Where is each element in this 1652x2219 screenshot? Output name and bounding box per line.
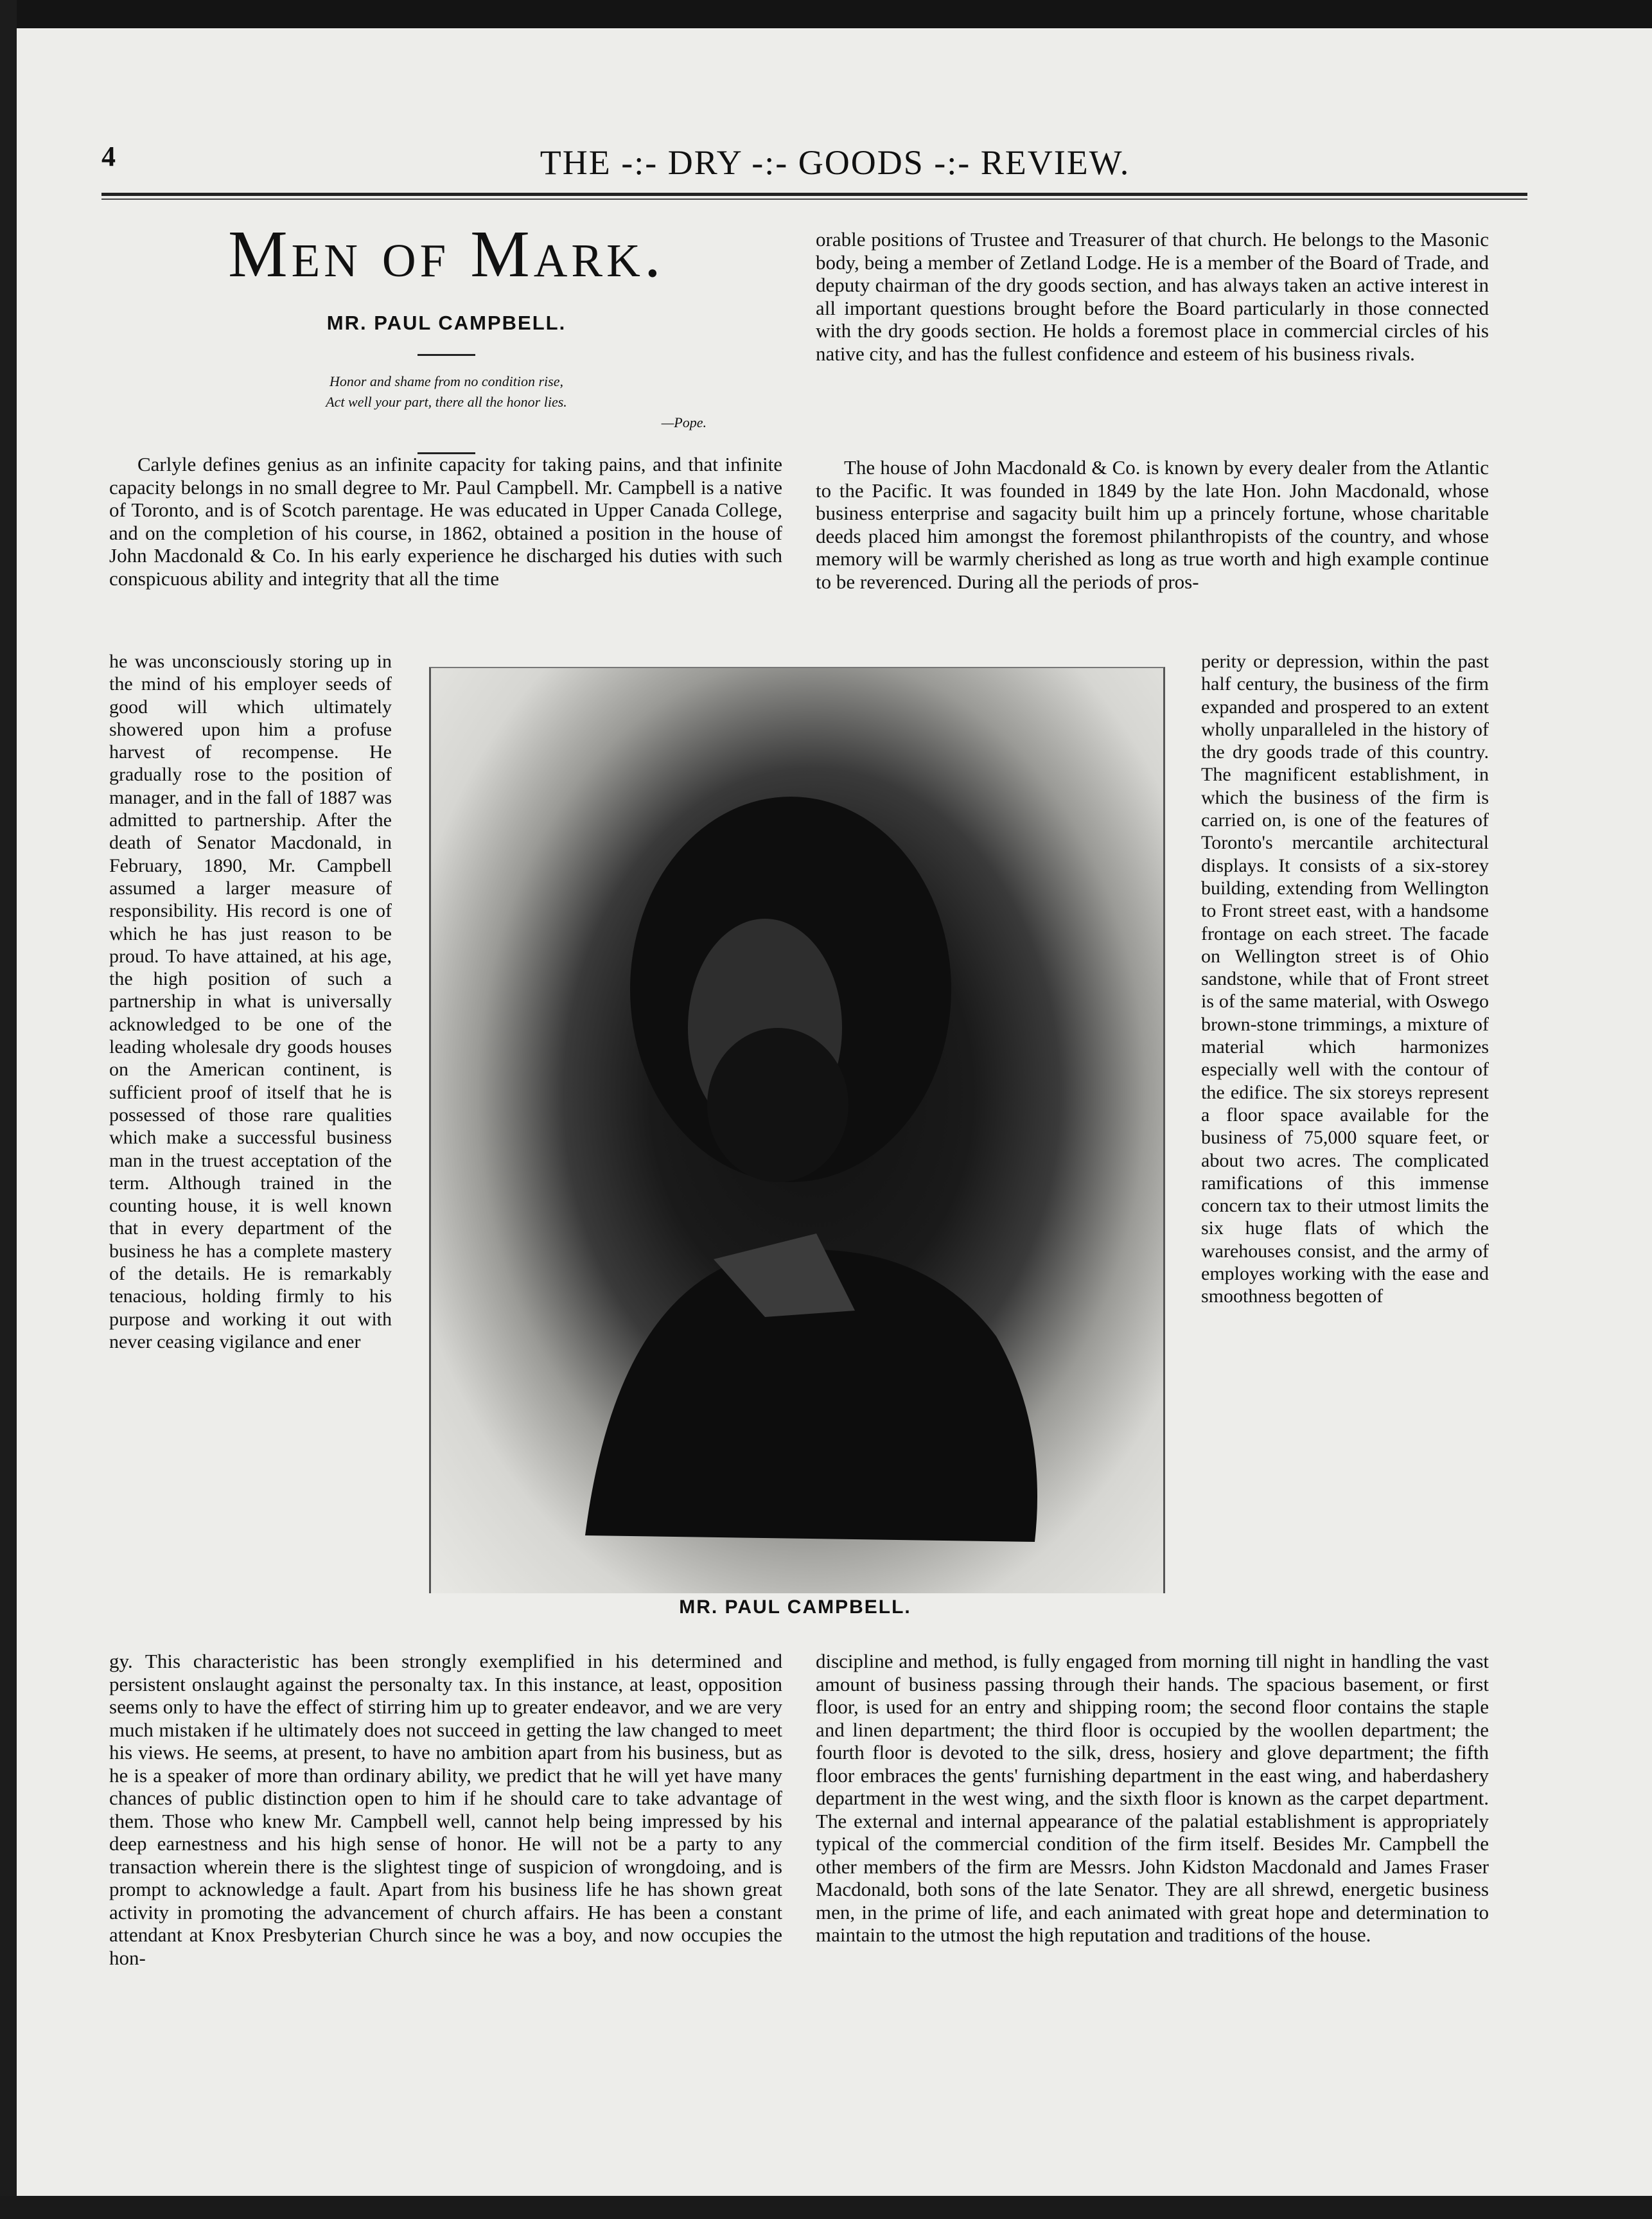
article-heading (109, 212, 784, 454)
right-house-paragraph: The house of John Macdonald & Co. is known by every dealer from the Atlantic to the Pacific. It was founded in 1849 by the late Hon. John Macdonald, whose business enterprise and sagacity built him up a princely fortune, whose charitable deeds placed him amongst the foremost philanthropists of the country, and whose memory will be warmly cherished as long as true worth and high example continue to be reverenced. During all the periods of pros- (816, 456, 1489, 593)
scan-bottom-edge (0, 2196, 1652, 2219)
right-top-paragraph: orable positions of Trustee and Treasurer of that church. He belongs to the Masonic body, being a member of Zetland Lodge. He is a member of the Board of Trade, and deputy chairman of the dry goods section, and has always taken an active interest in all important questions brought before the Board particularly in those connected with the dry goods section. He holds a foremost place in commercial circles of his native city, and has the fullest confidence and esteem of his business rivals. (816, 228, 1489, 365)
left-narrow-paragraph: he was unconsciously storing up in the mind of his employer seeds of good will which ultimately showered upon him a profuse harvest of recompense. He gradually rose to the position of manager, and in the fall of 1887 was admitted to partnership. After the death of Senator Macdonald, in February, 1890, Mr. Campbell assumed a larger measure of responsibility. His record is one of which he has just reason to be proud. To have attained, at his age, the high position of such a partnership in what is universally acknowledged to be one of the leading wholesale dry goods houses on the American continent, is sufficient proof of itself that he is possessed of those rare qualities which make a successful business man in the truest acceptation of the term. Although trained in the counting house, it is well known that in every department of the business he has a complete mastery of the details. He is remarkably tenacious, holding firmly to his purpose and working it out with never ceasing vigilance and ener (109, 651, 392, 1352)
epigraph (109, 371, 784, 433)
epigraph-line: Act well your part, there all the honor lies. (326, 394, 567, 410)
right-bottom-paragraph: discipline and method, is fully engaged from morning till night in handling the vast amount of business passing through their hands. The spacious basement, or first floor, is used for an entry and shipping room; the second floor contains the staple and linen department; the third floor is occupied by the woollen department; the fourth floor is devoted to the silk, dress, hosiery and glove department; the fifth floor embraces the gents' furnishing department in the east wing, and haberdashery department in the west wing, and the sixth floor is known as the carpet department. The external and internal appearance of the palatial establishment is appropriately typical of the commercial condition of the firm itself. Besides Mr. Campbell the other members of the firm are Messrs. John Kidston Macdonald and James Fraser Macdonald, both sons of the late Senator. They are all shrewd, energetic business men, in the prime of life, and each animated with great hope and determination to maintain to the utmost the high reputation and traditions of the house. (816, 1650, 1489, 1946)
scan-top-edge (0, 0, 1652, 28)
right-narrow-paragraph: perity or depression, within the past half century, the business of the firm expanded and prospered to an extent wholly unparalleled in the history of the dry goods trade of this country. The magnificent establishment, in which the business of the firm is carried on, is one of the features of Toronto's mercantile architectural displays. It consists of a six-storey building, extending from Wellington to Front street east, with a handsome frontage on each street. The facade on Wellington street is of Ohio sandstone, while that of Front street is of the same material, with Oswego brown-stone trimmings, a mixture of material which harmonizes especially well with the contour of the edifice. The six storeys represent a floor space available for the business of 75,000 square feet, or about two acres. The complicated ramifications of this immense concern tax to their utmost limits the six huge flats of which the warehouses consist, and the army of employes working with the ease and smoothness begotten of (1201, 651, 1489, 1307)
page-number: 4 (101, 141, 116, 172)
article-subtitle: MR. PAUL CAMPBELL. (326, 312, 567, 334)
portrait-figure (431, 668, 1163, 1593)
portrait-caption: MR. PAUL CAMPBELL. (679, 1596, 911, 1618)
portrait-photo (429, 667, 1165, 1593)
left-bottom-paragraph: gy. This characteristic has been strongly exemplified in his determined and persistent onslaught against the personalty tax. In this instance, at least, opposition seems only to have the effect of stirring him up to greater endeavor, and we are very much mistaken if he ultimately does not succeed in getting the law changed to meet his views. He seems, at present, to have no ambition apart from his business, but as he is a speaker of more than ordinary ability, we predict that he will yet have many chances of public distinction open to him if he should care to take advantage of them. Those who knew Mr. Campbell well, cannot help being impressed by his deep earnestness and his high sense of honor. He will not be a party to any transaction wherein there is the slightest tinge of suspicion of wrongdoing, and is prompt to acknowledge a fault. Apart from his business life he has shown great activity in promoting the advancement of church affairs. He has been a constant attendant at Knox Presbyterian Church since he was a boy, and now occupies the hon- (109, 1650, 782, 1969)
header-rule-thin (101, 199, 1527, 200)
masthead: THE -:- DRY -:- GOODS -:- REVIEW. (540, 143, 1130, 182)
divider (417, 354, 475, 356)
epigraph-line: Honor and shame from no condition rise, (329, 373, 563, 389)
epigraph-credit: —Pope. (661, 414, 707, 430)
left-intro-paragraph: Carlyle defines genius as an infinite capacity for taking pains, and that infinite capacity belongs in no small degree to Mr. Paul Campbell. Mr. Campbell is a native of Toronto, and is of Scotch parentage. He was educated in Upper Canada College, and on the completion of his course, in 1862, obtained a position in the house of John Macdonald & Co. In his early experience he discharged his duties with such conspicuous ability and integrity that all the time (109, 453, 782, 590)
scan-left-edge (0, 0, 17, 2219)
header-rule (101, 193, 1527, 196)
article-title: Men of Mark. (228, 217, 665, 291)
